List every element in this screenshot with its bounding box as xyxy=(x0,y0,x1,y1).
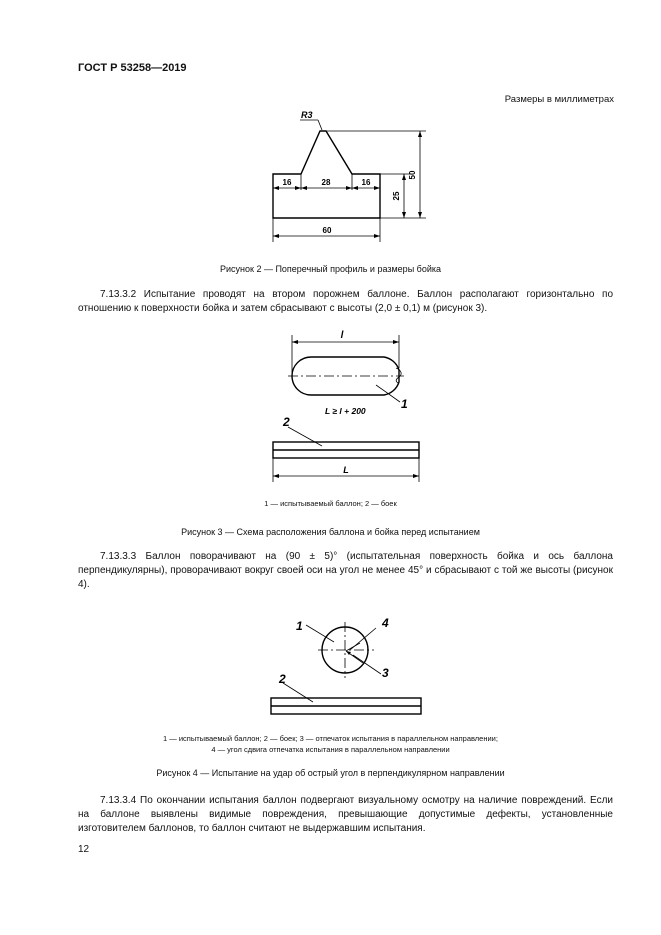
figure-2-caption: Рисунок 2 — Поперечный профиль и размеры бойка xyxy=(220,264,441,274)
document-header: ГОСТ Р 53258—2019 xyxy=(78,62,187,74)
item-1-label-4: 1 xyxy=(296,619,303,633)
dim-left: 16 xyxy=(282,178,292,187)
figure-4-legend xyxy=(0,733,661,755)
figure-3-caption: Рисунок 3 — Схема расположения баллона и бойка перед испытанием xyxy=(181,527,480,537)
item-1-label: 1 xyxy=(401,397,408,411)
page-number: 12 xyxy=(78,844,90,855)
item-2-label: 2 xyxy=(283,415,290,429)
figure-4-caption: Рисунок 4 — Испытание на удар об острый угол в перпендикулярном направлении xyxy=(156,768,505,778)
dim-base-height: 25 xyxy=(392,191,401,201)
item-3-label: 3 xyxy=(382,666,389,680)
figure-4-legend-line-2: 4 — угол сдвига отпечатка испытания в параллельном направлении xyxy=(211,745,450,754)
units-note: Размеры в миллиметрах xyxy=(504,94,614,105)
length-formula: L ≥ l + 200 xyxy=(325,406,366,416)
dim-width: 60 xyxy=(322,226,332,235)
paragraph-7-13-3-3: 7.13.3.3 Баллон поворачивают на (90 ± 5)° (испытательная поверхность бойка и ось баллона перпендикулярны), проворачивают вокруг своей оси на угол не менее 45° и сбрасывают с той же высоты (рисунок 4). xyxy=(78,551,613,590)
radius-label: R3 xyxy=(301,110,313,120)
paragraph-7-13-3-4: 7.13.3.4 По окончании испытания баллон подвергают визуальному осмотру на наличие повреждений. Если на баллоне выявлены видимые повреждения, превышающие допустимые дефекты, установленные изготовителем баллонов, то баллон считают не выдержавшим испытания. xyxy=(78,795,613,834)
item-2-label-4: 2 xyxy=(279,672,286,686)
dim-total-height: 50 xyxy=(408,170,417,180)
figure-3-legend: 1 — испытываемый баллон; 2 — боек xyxy=(264,499,397,508)
figure-4-legend-line-1: 1 — испытываемый баллон; 2 — боек; 3 — отпечаток испытания в параллельном направлении; xyxy=(163,734,498,743)
dim-middle: 28 xyxy=(321,178,331,187)
length-l-label: l xyxy=(340,330,344,341)
paragraph-7-13-3-2: 7.13.3.2 Испытание проводят на втором порожнем баллоне. Баллон располагают горизонтально по отношению к поверхности бойка и затем сбрасывают с высоты (2,0 ± 0,1) м (рисунок 3). xyxy=(78,289,613,314)
item-4-label: 4 xyxy=(382,616,389,630)
length-L-label: L xyxy=(343,465,349,475)
dim-right: 16 xyxy=(361,178,371,187)
